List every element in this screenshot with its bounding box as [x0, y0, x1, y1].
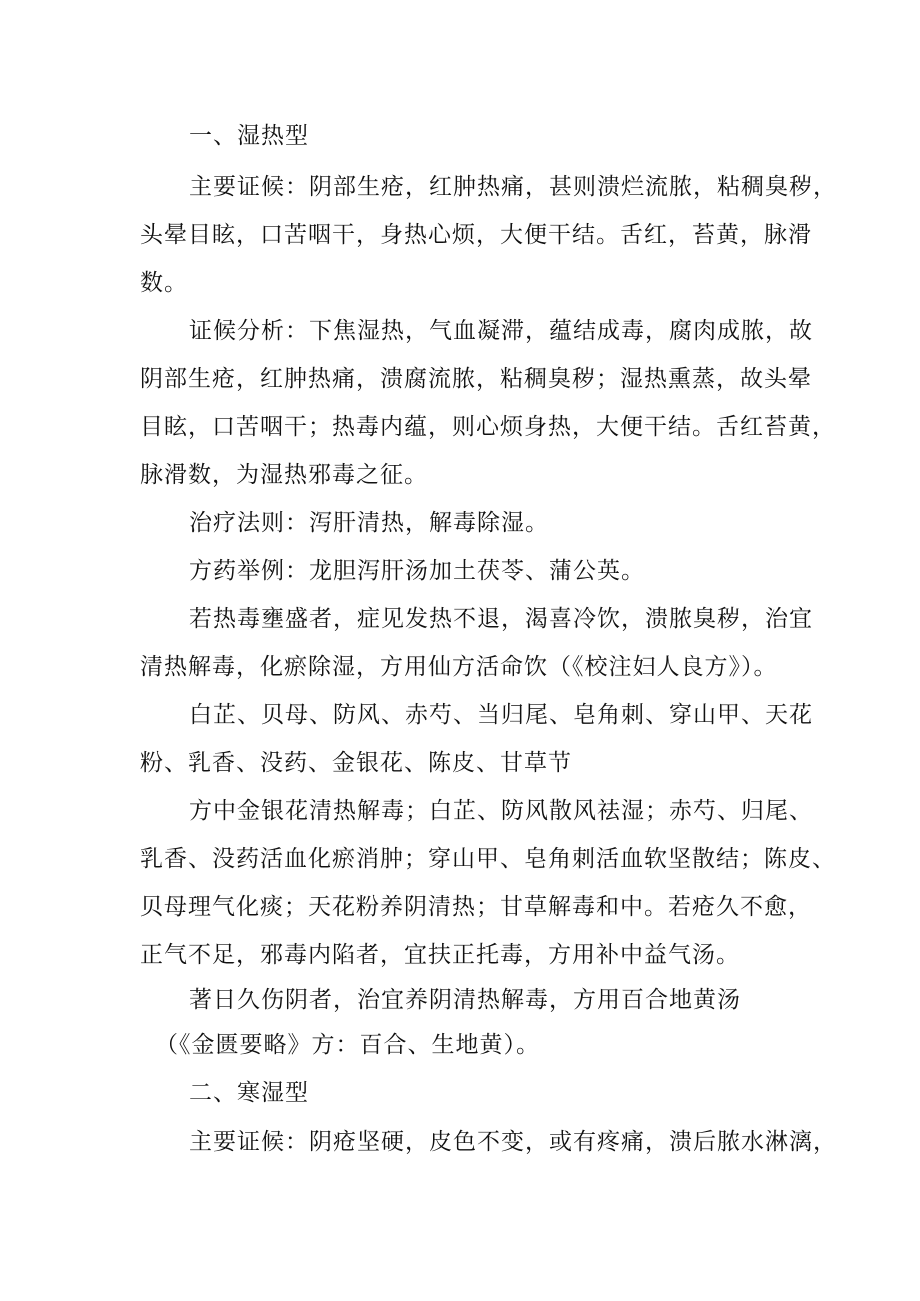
section-heading-cold-damp: 二、寒湿型: [189, 1080, 309, 1106]
text-line: 主要证候：阴疮坚硬，皮色不变，或有疼痛，溃后脓水淋漓，: [189, 1129, 837, 1155]
text-line: 白芷、贝母、防风、赤芍、当归尾、皂角刺、穿山甲、天花: [189, 702, 813, 728]
text-line: 方药举例：龙胆泻肝汤加土茯苓、蒲公英。: [189, 558, 645, 584]
text-line: 治疗法则：泻肝清热，解毒除湿。: [189, 510, 549, 536]
text-line: 贝母理气化痰；天花粉养阴清热；甘草解毒和中。若疮久不愈，: [140, 894, 812, 920]
text-line: 主要证候：阴部生疮，红肿热痛，甚则溃烂流脓，粘稠臭秽，: [189, 174, 837, 200]
text-line: 脉滑数，为湿热邪毒之征。: [140, 462, 428, 488]
text-line: 清热解毒，化瘀除湿，方用仙方活命饮（《校注妇人良方》）。: [140, 654, 778, 680]
text-line: 正气不足，邪毒内陷者，宜扶正托毒，方用补中益气汤。: [140, 942, 740, 968]
text-line: 证候分析：下焦湿热，气血凝滞，蕴结成毒，腐肉成脓，故: [189, 318, 813, 344]
text-line: 数。: [140, 270, 188, 296]
text-line: 若热毒壅盛者，症见发热不退，渴喜冷饮，溃脓臭秽，治宜: [189, 606, 813, 632]
text-line: 阴部生疮，红肿热痛，溃腐流脓，粘稠臭秽；湿热熏蒸，故头晕: [140, 366, 812, 392]
section-heading-damp-heat: 一、湿热型: [189, 123, 309, 149]
text-line: （《金匮要略》方：百合、生地黄）。: [155, 1032, 540, 1058]
text-line: 粉、乳香、没药、金银花、陈皮、甘草节: [140, 750, 572, 776]
text-line: 目眩，口苦咽干；热毒内蕴，则心烦身热，大便干结。舌红苔黄，: [140, 414, 836, 440]
text-line: 著日久伤阴者，治宜养阴清热解毒，方用百合地黄汤: [189, 987, 741, 1013]
text-line: 头晕目眩，口苦咽干，身热心烦，大便干结。舌红，苔黄，脉滑: [140, 222, 812, 248]
text-line: 乳香、没药活血化瘀消肿；穿山甲、皂角刺活血软坚散结；陈皮、: [140, 846, 836, 872]
text-line: 方中金银花清热解毒；白芷、防风散风祛湿；赤芍、归尾、: [189, 798, 813, 824]
